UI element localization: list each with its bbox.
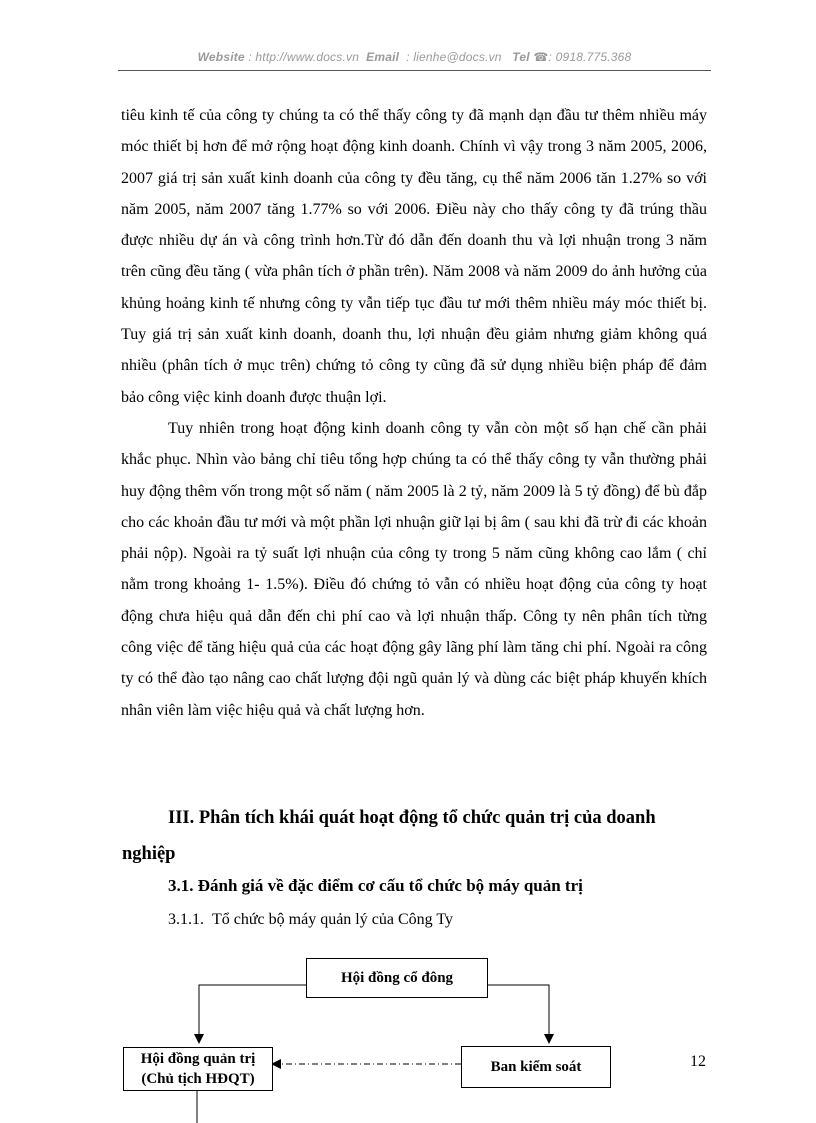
subsubsection-number: 3.1.1. xyxy=(168,911,204,928)
org-box-board-line2: (Chủ tịch HĐQT) xyxy=(141,1071,255,1087)
tel-label: Tel xyxy=(512,50,530,64)
paragraph-1: tiêu kinh tế của công ty chúng ta có thể thấy công ty đã mạnh dạn đầu tư thêm nhiều máy móc thiết bị hơn để mở rộng hoạt động kinh doanh. Chính vì vậy trong 3 năm 2005, 2006, 2007 giá trị sản xuất kinh doanh của công ty đều tăng, cụ thể năm 2006 tăn 1.27% so với năm 2005, năm 2007 tăng 1.77% so với 2006. Điều này cho thấy công ty đã trúng thầu được nhiều dự án và công trình hơn.Từ đó dẫn đến doanh thu và lợi nhuận trong 3 năm trên cũng đều tăng ( vừa phân tích ở phần trên). Năm 2008 và năm 2009 do ảnh hưởng của khủng hoảng kinh tế nhưng công ty vẫn tiếp tục đầu tư mới thêm nhiều máy móc thiết bị. Tuy giá trị sản xuất kinh doanh, doanh thu, lợi nhuận đều giảm nhưng giảm không quá nhiều (phân tích ở mục trên) chứng tỏ công ty cũng đã sử dụng nhiều biện pháp để đảm bảo công việc kinh doanh được thuận lợi. xyxy=(121,107,707,406)
website-label: Website xyxy=(197,50,245,64)
tel-value: : 0918.775.368 xyxy=(548,50,632,64)
email-label: Email xyxy=(366,50,400,64)
org-box-board-line1: Hội đồng quản trị xyxy=(140,1051,256,1067)
phone-icon: ☎ xyxy=(533,50,549,64)
connector-shareholders-to-board xyxy=(199,985,306,1043)
email-value[interactable]: : lienhe@docs.vn xyxy=(406,50,502,64)
paragraph-2: Tuy nhiên trong hoạt động kinh doanh công ty vẫn còn một số hạn chế cần phải khắc phục. Nhìn vào bảng chỉ tiêu tổng hợp chúng ta có thể thấy công ty vẫn thường phải huy động thêm vốn trong một số năm ( năm 2005 là 2 tỷ, năm 2009 là 5 tỷ đồng) để bù đắp cho các khoản đầu tư mới và một phần lợi nhuận giữ lại bị âm ( sau khi đã trừ đi các khoản phải nộp). Ngoài ra tỷ suất lợi nhuận của công ty trong 5 năm cũng không cao lắm ( chỉ nằm trong khoảng 1- 1.5%). Điều đó chứng tỏ vẫn có nhiều hoạt động của công ty hoạt động chưa hiệu quả dẫn đến chi phí cao và lợi nhuận thấp. Công ty nên phân tích từng công việc để tăng hiệu quả của các hoạt động gây lãng phí làm tăng chi phí. Ngoài ra công ty có thể đào tạo nâng cao chất lượng đội ngũ quản lý và dùng các biệt pháp khuyến khích nhân viên làm việc hiệu quả và chất lượng hơn. xyxy=(121,419,707,719)
org-box-board xyxy=(123,1047,273,1091)
org-box-supervisory xyxy=(461,1046,611,1088)
org-box-supervisory-label: Ban kiểm soát xyxy=(490,1059,582,1075)
section-heading-line1: III. Phân tích khái quát hoạt động tổ chức quản trị của doanh xyxy=(168,808,656,828)
org-box-shareholders-label: Hội đồng cổ đông xyxy=(340,970,454,986)
connector-shareholders-to-supervisory xyxy=(486,985,549,1043)
subsubsection-title: Tổ chức bộ máy quản lý của Công Ty xyxy=(212,911,453,928)
page-number: 12 xyxy=(690,1053,706,1070)
subsection-heading: 3.1. Đánh giá về đặc điểm cơ cấu tổ chức bộ máy quản trị xyxy=(168,876,583,895)
website-value[interactable]: : http://www.docs.vn xyxy=(248,50,360,64)
section-heading-line2: nghiệp xyxy=(122,844,176,864)
org-box-shareholders xyxy=(306,958,488,998)
